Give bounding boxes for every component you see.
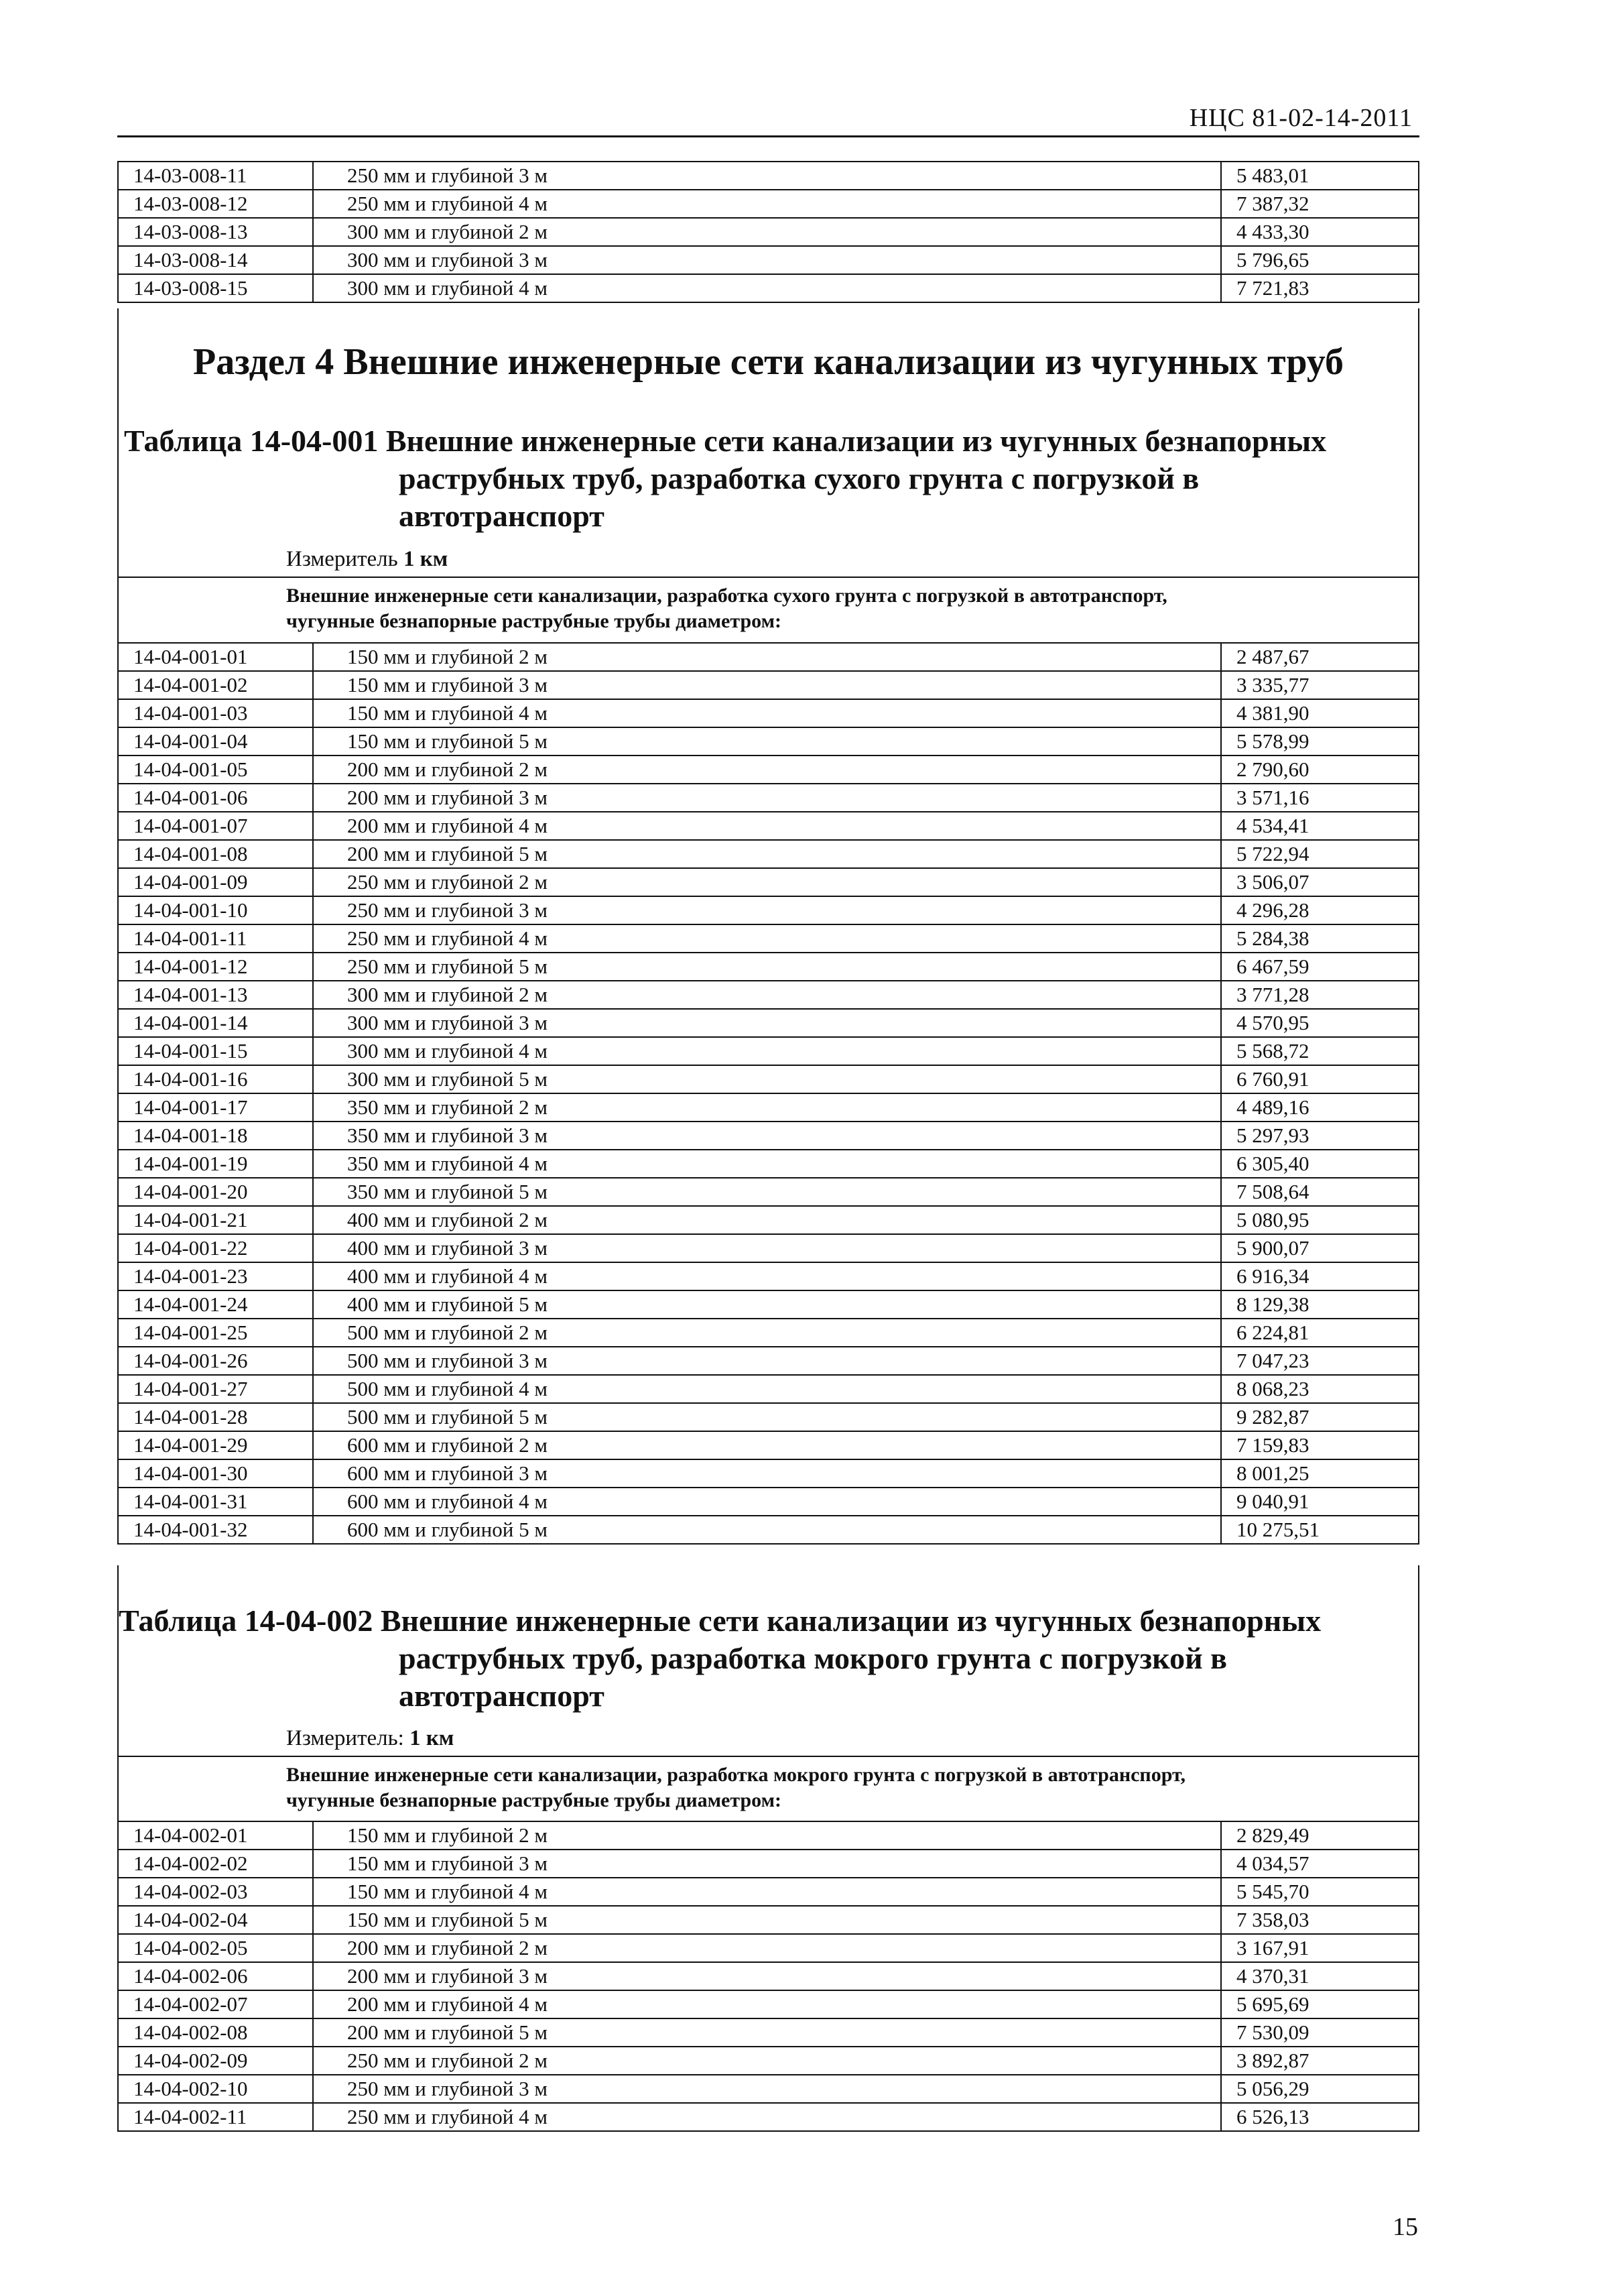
table1-group-line1: Внешние инженерные сети канализации, разработка сухого грунта с погрузкой в автотранспорт,: [286, 585, 1167, 607]
table-row: [118, 1150, 1419, 1178]
table1-group-header: [119, 577, 1418, 644]
row-code: 14-04-001-27: [118, 1375, 313, 1403]
table-row: [118, 784, 1419, 812]
row-price: 4 034,57: [1221, 1850, 1419, 1878]
row-price: 8 001,25: [1221, 1459, 1419, 1488]
table-row: [118, 699, 1419, 727]
row-price: 2 829,49: [1221, 1821, 1419, 1850]
row-code: 14-04-001-07: [118, 812, 313, 840]
row-description: 400 мм и глубиной 4 м: [313, 1262, 1221, 1290]
table-row: [118, 1009, 1419, 1037]
row-code: 14-04-001-23: [118, 1262, 313, 1290]
row-code: 14-04-001-24: [118, 1290, 313, 1319]
table-row: [118, 246, 1419, 274]
row-code: 14-04-001-15: [118, 1037, 313, 1065]
row-code: 14-04-001-06: [118, 784, 313, 812]
table2-rows: [117, 1821, 1419, 2132]
row-code: 14-04-001-04: [118, 727, 313, 756]
row-description: 350 мм и глубиной 5 м: [313, 1178, 1221, 1206]
row-code: 14-04-001-14: [118, 1009, 313, 1037]
row-price: 7 721,83: [1221, 274, 1419, 302]
row-description: 250 мм и глубиной 4 м: [313, 190, 1221, 218]
table-row: [118, 1906, 1419, 1934]
table-row: [118, 1093, 1419, 1122]
row-price: 7 387,32: [1221, 190, 1419, 218]
row-price: 5 056,29: [1221, 2075, 1419, 2103]
row-price: 4 381,90: [1221, 699, 1419, 727]
row-price: 8 129,38: [1221, 1290, 1419, 1319]
row-code: 14-04-002-07: [118, 1990, 313, 2018]
continuation-table: [117, 161, 1419, 303]
row-price: 6 760,91: [1221, 1065, 1419, 1093]
row-description: 250 мм и глубиной 5 м: [313, 953, 1221, 981]
row-description: 200 мм и глубиной 5 м: [313, 840, 1221, 868]
table-row: [118, 1403, 1419, 1431]
row-price: 9 282,87: [1221, 1403, 1419, 1431]
table-row: [118, 1375, 1419, 1403]
row-description: 250 мм и глубиной 2 м: [313, 868, 1221, 896]
row-code: 14-03-008-14: [118, 246, 313, 274]
table-row: [118, 190, 1419, 218]
row-code: 14-04-001-09: [118, 868, 313, 896]
row-code: 14-04-001-12: [118, 953, 313, 981]
table2-title-line3: автотранспорт: [399, 1679, 604, 1713]
row-code: 14-04-002-03: [118, 1878, 313, 1906]
row-description: 250 мм и глубиной 2 м: [313, 2047, 1221, 2075]
row-price: 6 526,13: [1221, 2103, 1419, 2131]
row-code: 14-04-001-19: [118, 1150, 313, 1178]
row-description: 500 мм и глубиной 4 м: [313, 1375, 1221, 1403]
row-code: 14-03-008-11: [118, 162, 313, 190]
row-code: 14-04-002-02: [118, 1850, 313, 1878]
row-price: 3 571,16: [1221, 784, 1419, 812]
row-code: 14-04-001-29: [118, 1431, 313, 1459]
table1-measure-unit: 1 км: [403, 547, 448, 571]
row-price: 3 892,87: [1221, 2047, 1419, 2075]
row-price: 9 040,91: [1221, 1488, 1419, 1516]
page-header: [117, 99, 1419, 137]
row-code: 14-04-001-31: [118, 1488, 313, 1516]
table2-measure-label: Измеритель:: [286, 1726, 404, 1750]
row-description: 250 мм и глубиной 4 м: [313, 2103, 1221, 2131]
table-row: [118, 1206, 1419, 1234]
row-description: 400 мм и глубиной 2 м: [313, 1206, 1221, 1234]
row-price: 5 578,99: [1221, 727, 1419, 756]
row-code: 14-04-002-11: [118, 2103, 313, 2131]
row-price: 7 508,64: [1221, 1178, 1419, 1206]
table-row: [118, 1962, 1419, 1990]
table2-measure-unit: 1 км: [409, 1726, 454, 1750]
row-description: 300 мм и глубиной 3 м: [313, 1009, 1221, 1037]
row-description: 300 мм и глубиной 4 м: [313, 1037, 1221, 1065]
table-row: [118, 2103, 1419, 2131]
row-code: 14-03-008-12: [118, 190, 313, 218]
table2-block: [117, 1565, 1419, 1822]
table1-title-line3: автотранспорт: [399, 499, 604, 533]
table-row: [118, 1488, 1419, 1516]
row-price: 5 796,65: [1221, 246, 1419, 274]
row-price: 8 068,23: [1221, 1375, 1419, 1403]
row-price: 3 335,77: [1221, 671, 1419, 699]
row-price: 6 305,40: [1221, 1150, 1419, 1178]
row-description: 200 мм и глубиной 4 м: [313, 812, 1221, 840]
table-row: [118, 1319, 1419, 1347]
row-code: 14-04-001-22: [118, 1234, 313, 1262]
row-price: 5 297,93: [1221, 1122, 1419, 1150]
row-description: 600 мм и глубиной 4 м: [313, 1488, 1221, 1516]
row-code: 14-03-008-13: [118, 218, 313, 246]
document-code: НЦС 81-02-14-2011: [1189, 104, 1413, 132]
row-price: 6 467,59: [1221, 953, 1419, 981]
table-row: [118, 1234, 1419, 1262]
table1-group-line2: чугунные безнапорные раструбные трубы диаметром:: [286, 610, 781, 632]
row-code: 14-04-001-01: [118, 643, 313, 671]
row-price: 5 695,69: [1221, 1990, 1419, 2018]
row-description: 200 мм и глубиной 3 м: [313, 784, 1221, 812]
row-price: 4 489,16: [1221, 1093, 1419, 1122]
row-price: 4 370,31: [1221, 1962, 1419, 1990]
table-row: [118, 1878, 1419, 1906]
table-row: [118, 1347, 1419, 1375]
table-row: [118, 1178, 1419, 1206]
row-description: 300 мм и глубиной 2 м: [313, 218, 1221, 246]
row-code: 14-04-001-28: [118, 1403, 313, 1431]
row-code: 14-04-001-05: [118, 756, 313, 784]
row-description: 200 мм и глубиной 4 м: [313, 1990, 1221, 2018]
table-row: [118, 1516, 1419, 1544]
table-row: [118, 162, 1419, 190]
row-description: 150 мм и глубиной 5 м: [313, 727, 1221, 756]
table-row: [118, 671, 1419, 699]
table1-title-line2: раструбных труб, разработка сухого грунта с погрузкой в: [399, 461, 1200, 495]
row-description: 200 мм и глубиной 2 м: [313, 756, 1221, 784]
row-description: 150 мм и глубиной 5 м: [313, 1906, 1221, 1934]
table-row: [118, 1850, 1419, 1878]
row-code: 14-04-001-26: [118, 1347, 313, 1375]
row-description: 350 мм и глубиной 3 м: [313, 1122, 1221, 1150]
table2-measure: [286, 1726, 454, 1751]
row-description: 200 мм и глубиной 3 м: [313, 1962, 1221, 1990]
table-row: [118, 981, 1419, 1009]
row-code: 14-04-001-02: [118, 671, 313, 699]
row-price: 5 568,72: [1221, 1037, 1419, 1065]
table-row: [118, 1122, 1419, 1150]
table2-title-line1: Таблица 14-04-002 Внешние инженерные сети канализации из чугунных безнапорных: [119, 1604, 1322, 1638]
row-price: 2 790,60: [1221, 756, 1419, 784]
row-price: 7 159,83: [1221, 1431, 1419, 1459]
table-row: [118, 1262, 1419, 1290]
row-code: 14-04-001-17: [118, 1093, 313, 1122]
row-description: 500 мм и глубиной 2 м: [313, 1319, 1221, 1347]
row-price: 3 506,07: [1221, 868, 1419, 896]
table-row: [118, 1431, 1419, 1459]
table-row: [118, 1290, 1419, 1319]
row-description: 150 мм и глубиной 4 м: [313, 1878, 1221, 1906]
row-code: 14-04-001-10: [118, 896, 313, 924]
row-description: 150 мм и глубиной 2 м: [313, 643, 1221, 671]
row-price: 7 047,23: [1221, 1347, 1419, 1375]
row-code: 14-04-001-11: [118, 924, 313, 953]
row-code: 14-04-001-08: [118, 840, 313, 868]
row-description: 350 мм и глубиной 4 м: [313, 1150, 1221, 1178]
table1-measure-label: Измеритель: [286, 547, 398, 571]
row-description: 600 мм и глубиной 2 м: [313, 1431, 1221, 1459]
row-price: 4 570,95: [1221, 1009, 1419, 1037]
row-description: 150 мм и глубиной 4 м: [313, 699, 1221, 727]
row-price: 5 284,38: [1221, 924, 1419, 953]
row-price: 5 545,70: [1221, 1878, 1419, 1906]
row-code: 14-04-002-04: [118, 1906, 313, 1934]
table-row: [118, 643, 1419, 671]
table-row: [118, 1459, 1419, 1488]
table-row: [118, 896, 1419, 924]
row-description: 150 мм и глубиной 2 м: [313, 1821, 1221, 1850]
row-description: 250 мм и глубиной 3 м: [313, 2075, 1221, 2103]
row-code: 14-04-001-13: [118, 981, 313, 1009]
table-row: [118, 274, 1419, 302]
row-code: 14-03-008-15: [118, 274, 313, 302]
table2-group-header: [119, 1756, 1418, 1822]
table-row: [118, 1990, 1419, 2018]
row-price: 5 900,07: [1221, 1234, 1419, 1262]
table-row: [118, 727, 1419, 756]
section-block: [117, 308, 1419, 644]
table2-group-line1: Внешние инженерные сети канализации, разработка мокрого грунта с погрузкой в автотранспорт,: [286, 1764, 1186, 1786]
row-code: 14-04-001-20: [118, 1178, 313, 1206]
table-row: [118, 868, 1419, 896]
row-price: 5 080,95: [1221, 1206, 1419, 1234]
row-price: 2 487,67: [1221, 643, 1419, 671]
table-row: [118, 2018, 1419, 2047]
row-price: 5 483,01: [1221, 162, 1419, 190]
row-description: 150 мм и глубиной 3 м: [313, 1850, 1221, 1878]
row-price: 3 167,91: [1221, 1934, 1419, 1962]
table-row: [118, 218, 1419, 246]
row-price: 4 296,28: [1221, 896, 1419, 924]
row-description: 250 мм и глубиной 3 м: [313, 896, 1221, 924]
row-description: 250 мм и глубиной 4 м: [313, 924, 1221, 953]
row-description: 200 мм и глубиной 2 м: [313, 1934, 1221, 1962]
table-row: [118, 756, 1419, 784]
row-price: 6 916,34: [1221, 1262, 1419, 1290]
row-description: 500 мм и глубиной 3 м: [313, 1347, 1221, 1375]
row-description: 300 мм и глубиной 2 м: [313, 981, 1221, 1009]
table-row: [118, 1934, 1419, 1962]
row-price: 4 433,30: [1221, 218, 1419, 246]
row-description: 200 мм и глубиной 5 м: [313, 2018, 1221, 2047]
row-code: 14-04-002-08: [118, 2018, 313, 2047]
row-description: 300 мм и глубиной 4 м: [313, 274, 1221, 302]
row-description: 400 мм и глубиной 3 м: [313, 1234, 1221, 1262]
row-code: 14-04-001-21: [118, 1206, 313, 1234]
table-row: [118, 2047, 1419, 2075]
row-code: 14-04-002-10: [118, 2075, 313, 2103]
row-description: 150 мм и глубиной 3 м: [313, 671, 1221, 699]
table-row: [118, 840, 1419, 868]
table1-measure: [286, 547, 448, 572]
row-description: 500 мм и глубиной 5 м: [313, 1403, 1221, 1431]
table1-rows: [117, 642, 1419, 1545]
row-code: 14-04-001-18: [118, 1122, 313, 1150]
row-description: 400 мм и глубиной 5 м: [313, 1290, 1221, 1319]
row-price: 5 722,94: [1221, 840, 1419, 868]
row-description: 600 мм и глубиной 5 м: [313, 1516, 1221, 1544]
row-code: 14-04-002-05: [118, 1934, 313, 1962]
table-row: [118, 1065, 1419, 1093]
row-code: 14-04-001-16: [118, 1065, 313, 1093]
row-code: 14-04-002-09: [118, 2047, 313, 2075]
row-price: 6 224,81: [1221, 1319, 1419, 1347]
row-price: 7 358,03: [1221, 1906, 1419, 1934]
page-number: 15: [1393, 2213, 1418, 2241]
row-price: 4 534,41: [1221, 812, 1419, 840]
row-code: 14-04-001-30: [118, 1459, 313, 1488]
section-title: Раздел 4 Внешние инженерные сети канализации из чугунных труб: [192, 341, 1344, 383]
row-code: 14-04-001-25: [118, 1319, 313, 1347]
table2-group-line2: чугунные безнапорные раструбные трубы диаметром:: [286, 1789, 781, 1811]
row-code: 14-04-001-32: [118, 1516, 313, 1544]
table-row: [118, 924, 1419, 953]
row-price: 3 771,28: [1221, 981, 1419, 1009]
row-description: 300 мм и глубиной 5 м: [313, 1065, 1221, 1093]
row-description: 300 мм и глубиной 3 м: [313, 246, 1221, 274]
table-row: [118, 812, 1419, 840]
row-description: 250 мм и глубиной 3 м: [313, 162, 1221, 190]
table-row: [118, 2075, 1419, 2103]
row-description: 350 мм и глубиной 2 м: [313, 1093, 1221, 1122]
row-code: 14-04-002-01: [118, 1821, 313, 1850]
row-code: 14-04-001-03: [118, 699, 313, 727]
row-price: 7 530,09: [1221, 2018, 1419, 2047]
table1-title-line1: Таблица 14-04-001 Внешние инженерные сети канализации из чугунных безнапорных: [124, 424, 1327, 458]
table-row: [118, 953, 1419, 981]
table-row: [118, 1821, 1419, 1850]
row-price: 10 275,51: [1221, 1516, 1419, 1544]
row-description: 600 мм и глубиной 3 м: [313, 1459, 1221, 1488]
row-code: 14-04-002-06: [118, 1962, 313, 1990]
table2-title-line2: раструбных труб, разработка мокрого грунта с погрузкой в: [399, 1641, 1227, 1675]
table-row: [118, 1037, 1419, 1065]
